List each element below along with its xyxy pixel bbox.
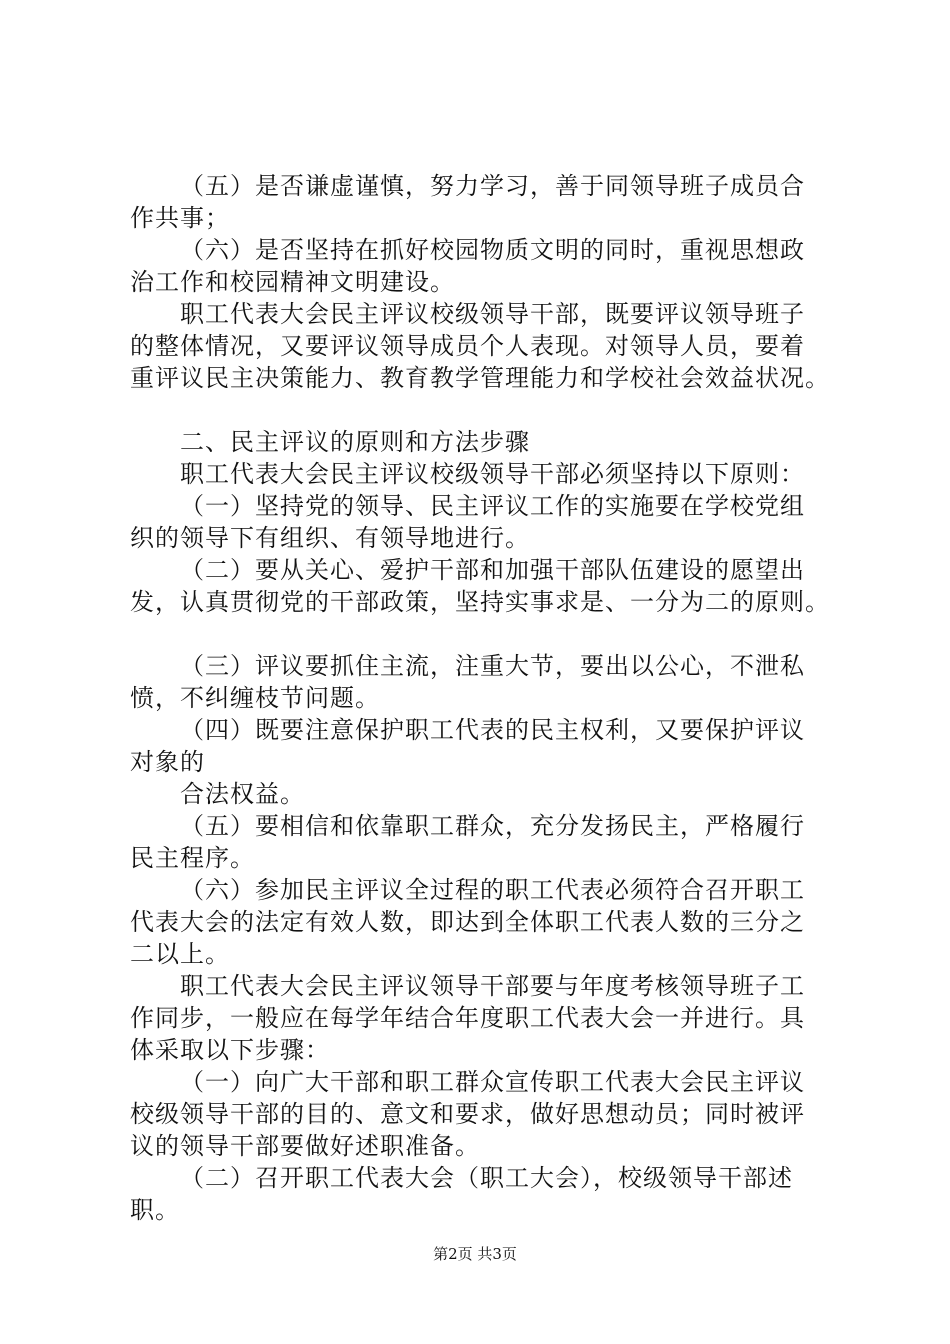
text-line: 职工代表大会民主评议领导干部要与年度考核领导班子工 bbox=[180, 972, 805, 1000]
text-line: （五）要相信和依靠职工群众，充分发扬民主，严格履行 bbox=[180, 812, 805, 840]
text-line: 校级领导干部的目的、意文和要求，做好思想动员；同时被评 bbox=[130, 1100, 805, 1128]
page-number-footer: 第2页 共3页 bbox=[433, 1245, 517, 1263]
text-line: 职工代表大会民主评议校级领导干部必须坚持以下原则： bbox=[180, 460, 805, 488]
text-line: （四）既要注意保护职工代表的民主权利，又要保护评议 bbox=[180, 716, 805, 744]
text-line: （一）坚持党的领导、民主评议工作的实施要在学校党组 bbox=[180, 492, 805, 520]
text-line: 治工作和校园精神文明建设。 bbox=[130, 268, 455, 296]
text-line: （五）是否谦虚谨慎，努力学习，善于同领导班子成员合 bbox=[180, 172, 805, 200]
text-line: 重评议民主决策能力、教育教学管理能力和学校社会效益状况。 bbox=[130, 364, 830, 392]
text-line: 作共事； bbox=[130, 204, 230, 232]
text-line: （六）参加民主评议全过程的职工代表必须符合召开职工 bbox=[180, 876, 805, 904]
text-line: 二以上。 bbox=[130, 940, 230, 968]
text-line: 议的领导干部要做好述职准备。 bbox=[130, 1132, 480, 1160]
document-body bbox=[130, 170, 850, 1226]
text-line: （三）评议要抓住主流，注重大节，要出以公心，不泄私 bbox=[180, 652, 805, 680]
text-line: （二）召开职工代表大会（职工大会），校级领导干部述 bbox=[180, 1164, 793, 1192]
text-line: 代表大会的法定有效人数，即达到全体职工代表人数的三分之 bbox=[130, 908, 805, 936]
text-line: 职。 bbox=[130, 1196, 180, 1224]
text-line: 发，认真贯彻党的干部政策，坚持实事求是、一分为二的原则。 bbox=[130, 588, 830, 616]
text-line: 对象的 bbox=[130, 748, 205, 776]
text-line: 愤，不纠缠枝节问题。 bbox=[130, 684, 380, 712]
text-line: 织的领导下有组织、有领导地进行。 bbox=[130, 524, 530, 552]
paragraph-gap bbox=[130, 618, 850, 650]
paragraph-gap bbox=[130, 394, 850, 426]
text-line: （六）是否坚持在抓好校园物质文明的同时，重视思想政 bbox=[180, 236, 805, 264]
text-line: 职工代表大会民主评议校级领导干部，既要评议领导班子 bbox=[180, 300, 805, 328]
text-line: （二）要从关心、爱护干部和加强干部队伍建设的愿望出 bbox=[180, 556, 805, 584]
text-line: 作同步，一般应在每学年结合年度职工代表大会一并进行。具 bbox=[130, 1004, 805, 1032]
text-line: 合法权益。 bbox=[180, 780, 305, 808]
text-line: 的整体情况，又要评议领导成员个人表现。对领导人员，要着 bbox=[130, 332, 805, 360]
text-line: （一）向广大干部和职工群众宣传职工代表大会民主评议 bbox=[180, 1068, 805, 1096]
text-line: 体采取以下步骤： bbox=[130, 1036, 330, 1064]
section-heading: 二、民主评议的原则和方法步骤 bbox=[180, 428, 530, 456]
text-line: 民主程序。 bbox=[130, 844, 255, 872]
